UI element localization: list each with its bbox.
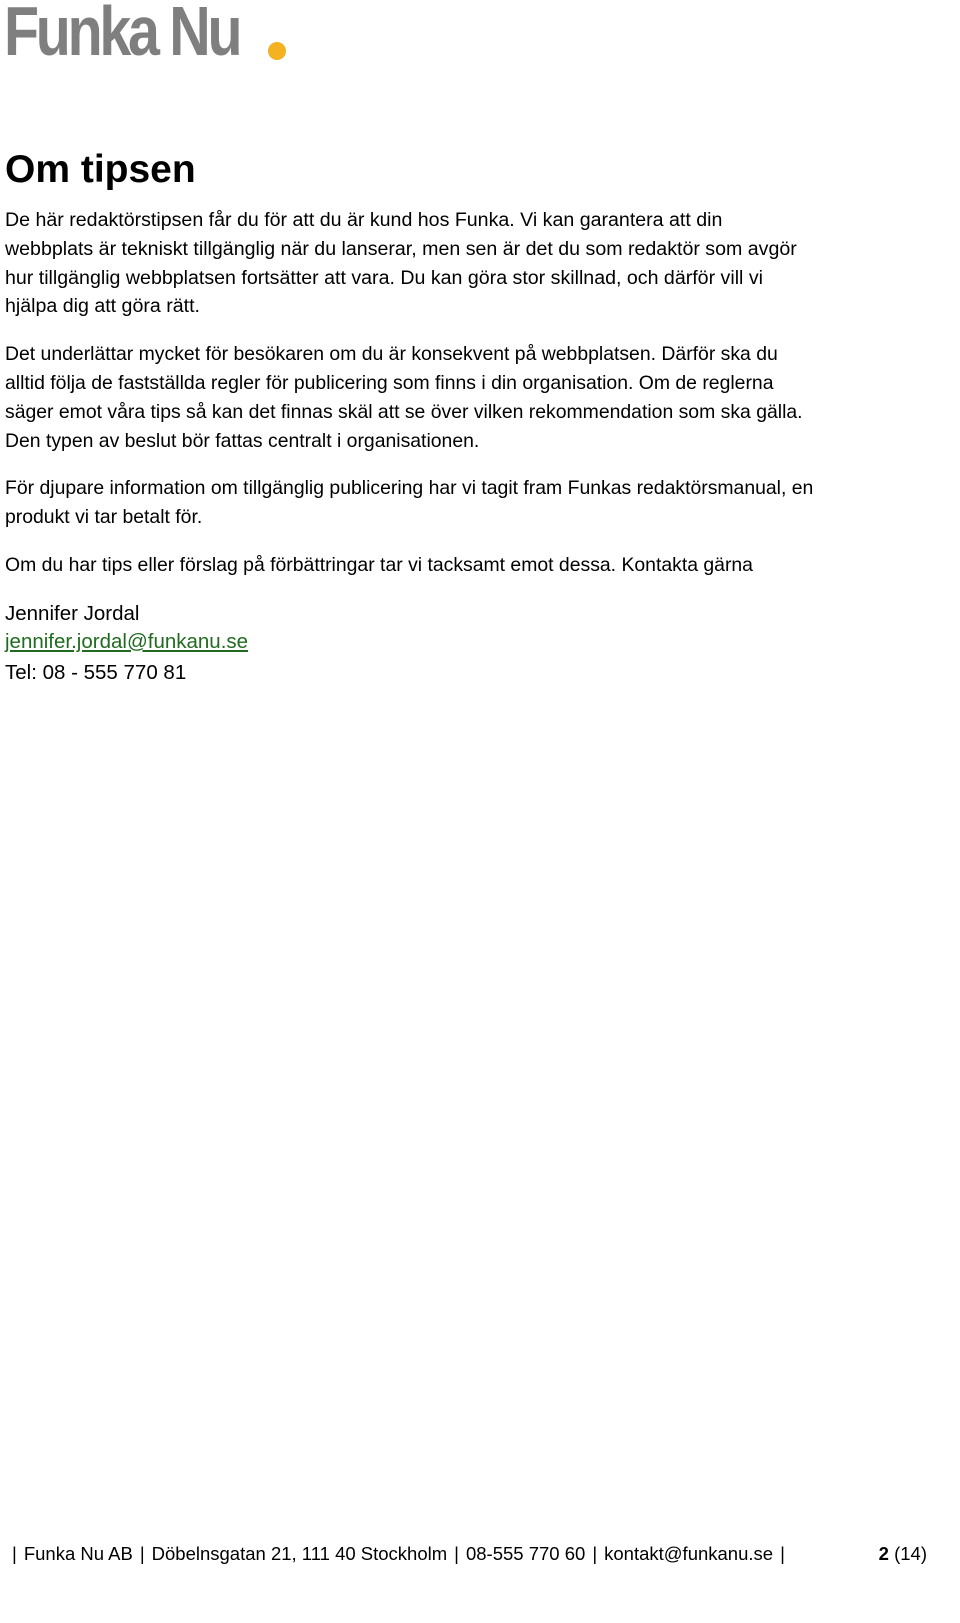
contact-phone: Tel: 08 - 555 770 81: [5, 660, 187, 684]
paragraph-consistency: Det underlättar mycket för besökaren om du är konsekvent på webbplatsen. Därför ska du alltid följa de fastställda regler för publicering som finns i din organisation. Om de reglerna säger emot våra tips så kan det finnas skäl att se över vilken rekommendation som ska gälla. Den typen av beslut bör fattas centralt i organisationen.: [5, 343, 803, 452]
funka-logo: [4, 0, 291, 70]
contact-block: [5, 599, 815, 688]
logo-dot-icon: [268, 42, 286, 60]
page-footer: [5, 1540, 927, 1568]
page-current: 2: [878, 1543, 889, 1564]
footer-email: kontakt@funkanu.se: [604, 1543, 774, 1564]
logo-text: Funka Nu: [4, 0, 240, 70]
page-title: Om tipsen: [5, 148, 196, 191]
contact-email-link[interactable]: jennifer.jordal@funkanu.se: [5, 629, 249, 653]
page-content: [5, 146, 815, 688]
paragraph-intro: De här redaktörstipsen får du för att du är kund hos Funka. Vi kan garantera att din webbplats är tekniskt tillgänglig när du lanserar, men sen är det du som redaktör som avgör hur tillgänglig webbplatsen fortsätter att vara. Du kan göra stor skillnad, och därför vill vi hjälpa dig att göra rätt.: [5, 209, 797, 318]
footer-company: Funka Nu AB: [23, 1543, 133, 1564]
footer-phone: 08-555 770 60: [465, 1543, 586, 1564]
page-total: (14): [894, 1543, 927, 1564]
contact-name: Jennifer Jordal: [5, 601, 140, 625]
paragraph-manual: För djupare information om tillgänglig publicering har vi tagit fram Funkas redaktörsmanual, en produkt vi tar betalt för.: [5, 477, 814, 529]
footer-address: Döbelnsgatan 21, 111 40 Stockholm: [151, 1543, 448, 1564]
paragraph-feedback: Om du har tips eller förslag på förbättringar tar vi tacksamt emot dessa. Kontakta gärna: [5, 553, 753, 576]
footer-info: | Funka Nu AB | Döbelnsgatan 21, 111 40 Stockholm | 08-555 770 60 | kontakt@funkanu.se |: [12, 1543, 785, 1564]
page-number: [879, 1540, 927, 1568]
